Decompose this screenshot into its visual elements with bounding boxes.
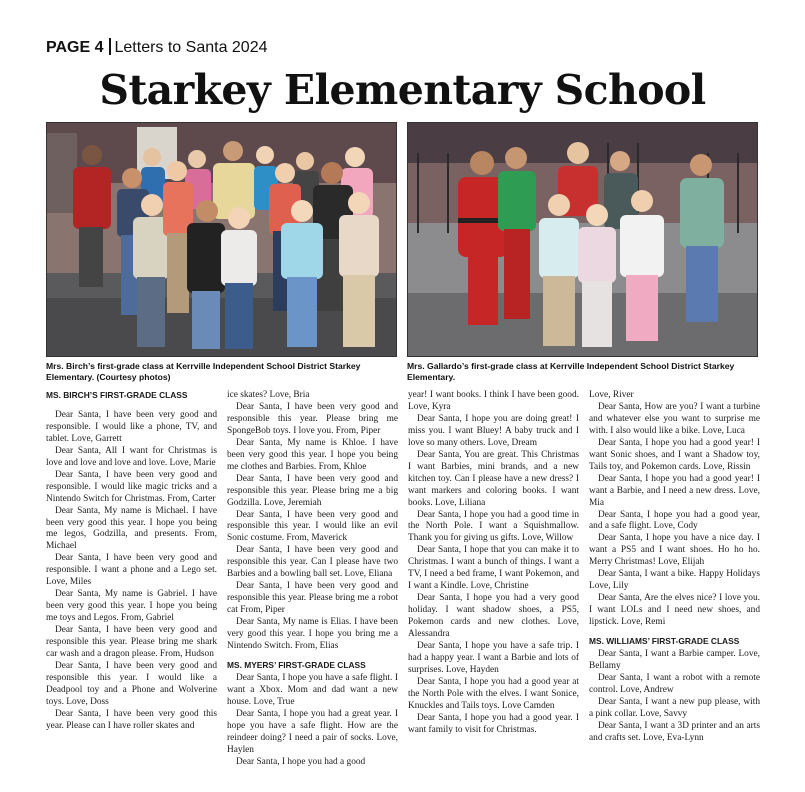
letter: Dear Santa, You are great. This Christmas I want Barbies, mini brands, and a new kitchen toy. Can I please have a new dress? I want markers and coloring books. I want books. Love, Liliana [408,449,579,508]
letter: Dear Santa, I hope you had a good year, and a safe flight. Love, Cody [589,509,760,532]
letter: Dear Santa, All I want for Christmas is love and love and love and love. Love, Marie [46,445,217,468]
letter: Dear Santa, My name is Gabriel. I have been very good this year. I hope you being me toys and Legos. From, Gabriel [46,589,217,624]
letter: Dear Santa, I want a new pup please, with a pink collar. Love, Savvy [589,696,760,719]
letter: Dear Santa, I hope you have a nice day. I want a PS5 and I want shoes. Ho ho ho. Merry Christmas! Love, Elijah [589,533,760,568]
letter: Dear Santa, I want a robot with a remote control. Love, Andrew [589,672,760,695]
letter-continuation: year! I want books. I think I have been good. Love, Kyra [408,390,579,412]
letter: Dear Santa, I hope you have a safe trip. I had a happy year. I want a Barbie and lots of surprises. Love, Hayden [408,641,579,675]
letter: Dear Santa, I have been very good and responsible this year. Please bring me a big Godzilla. Love, Jeremiah [227,473,398,508]
letter: Dear Santa, I want a bike. Happy Holidays Love, Lily [589,569,760,592]
letter: Dear Santa, I hope you had a great year. I hope you have a safe flight. How are the reindeer doing? I need a pair of socks. Love, Haylen [227,708,398,755]
page-header [46,38,268,57]
letter: Dear Santa, I want a 3D printer and an arts and crafts set. Love, Eva-Lynn [589,720,760,743]
section-name: Letters to Santa 2024 [114,39,268,56]
section-heading: MS. MYERS’ FIRST-GRADE CLASS [227,659,366,670]
letters-column-4 [589,390,760,745]
letter: Dear Santa, I want a Barbie camper. Love, Bellamy [589,649,760,671]
letter: Dear Santa, I have been very good and responsible. I want a phone and a Lego set. Love, Miles [46,553,217,588]
letter: Dear Santa, I hope you had a good [236,756,366,767]
photo-birch-class [46,122,397,357]
letter: Dear Santa, I have been very good and responsible this year. Please bring me SpongeBob toys. I love you. From, Piper [227,401,398,436]
letter: Dear Santa, I hope you had a very good holiday. I want shadow shoes, a PS5, Pokemon cards and new clothes. Love, Alessandra [408,593,579,640]
letter: Dear Santa, Are the elves nice? I love you. I want LOLs and I need new shoes, and lipstick. Love, Remi [589,593,760,628]
letter: Dear Santa, I have been very good and responsible this year. Please bring me a robot cat From, Piper [227,581,398,616]
section-heading: MS. BIRCH’S FIRST-GRADE CLASS [46,390,188,400]
letter-continuation: Love, River [589,390,634,400]
letter: Dear Santa, I hope you had a good time in the North Pole. I want a Squishmallow. Thank you for giving us gifts. Love, Willow [408,509,579,544]
letter: Dear Santa, My name is Elias. I have been very good this year. I hope you bring me a Nintendo Switch. From, Elias [227,617,398,652]
letter-continuation: ice skates? Love, Bria [227,390,310,400]
letter: Dear Santa, I hope that you can make it to Christmas. I want a bunch of things. I want a TV, I need a bed frame, I want Pokemon, and I want a Kindle. Love, Christine [408,545,579,592]
letter: Dear Santa, How are you? I want a turbine and whatever else you want to surprise me with. I also would like a bike. Love, Luca [589,401,760,436]
letter: Dear Santa, I hope you had a good year at the North Pole with the elves. I want Sonice, Knuckles and Tails toys. Love Camden [408,676,579,711]
page-title: Starkey Elementary School [99,66,706,114]
letter: Dear Santa, I have been very good and responsible this year. I would like a Deadpool toy and a Phone and Wolverine toys. Love, Doss [46,660,217,707]
header-divider [109,38,111,55]
photo-gallardo-class [407,122,758,357]
letter: Dear Santa, I hope you have a safe flight. I want a Xbox. Mom and dad want a new house. Love, True [227,672,398,707]
letter: Dear Santa, I have been very good and responsible. I would like magic tricks and a Nintendo Switch for Christmas. From, Carter [46,469,217,504]
letters-column-2 [227,390,398,769]
letter: Dear Santa, I have been very good and responsible this year. I would like an evil Sonic costume. From, Maverick [227,509,398,544]
photo-caption-left: Mrs. Birch’s first-grade class at Kerrville Independent School District Starkey Elementary. (Courtesy photos) [46,361,361,382]
letter: Dear Santa, I hope you are doing great! I miss you. I want Bluey! A baby truck and I love so many others. Love, Dream [408,413,579,448]
letter: Dear Santa, I hope you had a good year! I want a Barbie, and I need a new dress. Love, Mia [589,473,760,508]
letter: Dear Santa, My name is Michael. I have been very good this year. I hope you being me legos, Godzilla, and presents. From, Michael [46,505,217,552]
photo-caption-right: Mrs. Gallardo’s first-grade class at Kerrville Independent School District Starkey Elementary. [407,361,735,382]
letters-column-3 [408,390,579,737]
letters-column-1 [46,390,217,733]
section-heading: MS. WILLIAMS’ FIRST-GRADE CLASS [589,636,740,647]
letter: Dear Santa, I have been very good and responsible. I would like a phone, TV, and tablet. Love, Garrett [46,409,217,444]
letter: Dear Santa, My name is Khloe. I have been very good this year. I hope you being me clothes and Barbies. From, Khloe [227,437,398,472]
letter: Dear Santa, I hope you had a good year! I want Sonic shoes, and I want a Shadow toy, Tails toy, and Pokemon cards. Love, Rissin [589,437,760,472]
letter: Dear Santa, I have been very good this year. Please can I have roller skates and [46,708,217,731]
letter: Dear Santa, I hope you had a good year. I want family to visit for Christmas. [408,712,579,735]
letter: Dear Santa, I have been very good and responsible this year. Please bring me shark car wash and a dragon please. From, Hudson [46,625,217,660]
letter: Dear Santa, I have been very good and responsible this year. Can I please have two Barbies and a bowling ball set. Love, Eliana [227,545,398,580]
page-number: PAGE 4 [46,39,104,56]
